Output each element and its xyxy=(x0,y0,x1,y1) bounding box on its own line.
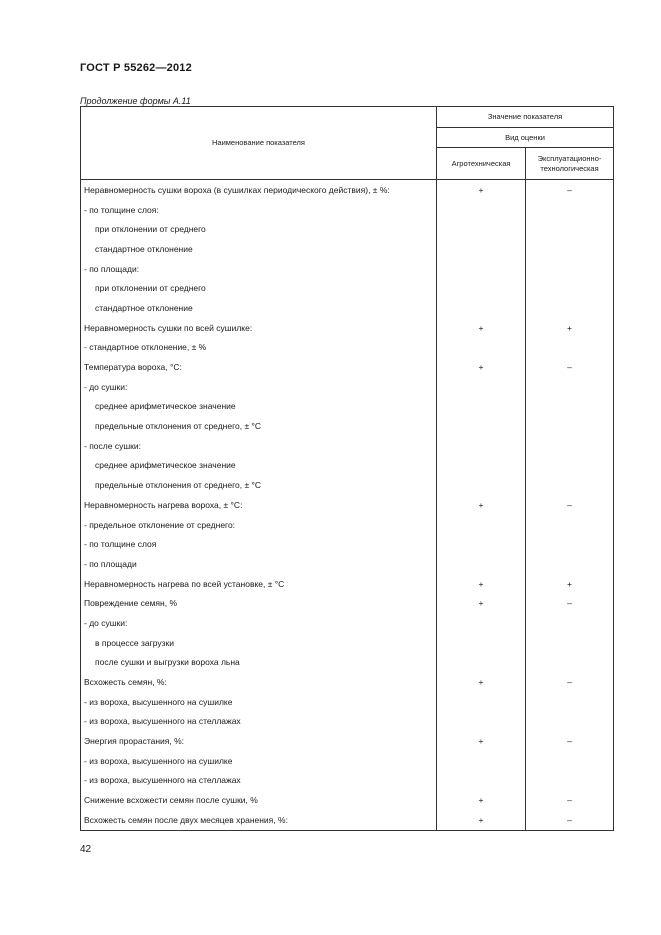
operational-mark: + xyxy=(526,574,614,594)
page-number: 42 xyxy=(80,844,92,855)
operational-mark: – xyxy=(526,810,614,830)
operational-mark xyxy=(526,633,614,653)
indicator-name: Температура вороха, °С: xyxy=(81,357,437,377)
table-row xyxy=(81,633,614,653)
agrotechnical-mark xyxy=(437,416,526,436)
table-row xyxy=(81,239,614,259)
operational-mark xyxy=(526,200,614,220)
table-row xyxy=(81,200,614,220)
table-row xyxy=(81,790,614,810)
operational-mark xyxy=(526,377,614,397)
operational-mark xyxy=(526,692,614,712)
agrotechnical-mark: + xyxy=(437,574,526,594)
indicator-name: - по площади xyxy=(81,554,437,574)
indicator-name: - из вороха, высушенного на стеллажах xyxy=(81,712,437,732)
operational-mark xyxy=(526,259,614,279)
operational-mark xyxy=(526,613,614,633)
operational-mark xyxy=(526,515,614,535)
operational-mark: – xyxy=(526,357,614,377)
agrotechnical-mark xyxy=(437,397,526,417)
table-row xyxy=(81,397,614,417)
indicator-name: при отклонении от среднего xyxy=(81,278,437,298)
table-row xyxy=(81,653,614,673)
agrotechnical-mark xyxy=(437,633,526,653)
operational-mark xyxy=(526,239,614,259)
operational-mark xyxy=(526,554,614,574)
operational-mark xyxy=(526,653,614,673)
agrotechnical-mark xyxy=(437,219,526,239)
indicator-name: - стандартное отклонение, ± % xyxy=(81,338,437,358)
operational-mark xyxy=(526,771,614,791)
indicator-name: Неравномерность нагрева по всей установке, ± °С xyxy=(81,574,437,594)
agrotechnical-mark: + xyxy=(437,495,526,515)
indicator-name: Всхожесть семян, %: xyxy=(81,672,437,692)
agrotechnical-mark xyxy=(437,771,526,791)
indicator-name: - предельное отклонение от среднего: xyxy=(81,515,437,535)
table-row xyxy=(81,712,614,732)
agrotechnical-mark xyxy=(437,298,526,318)
table-row xyxy=(81,416,614,436)
indicator-name: Повреждение семян, % xyxy=(81,593,437,613)
indicator-name: в процессе загрузки xyxy=(81,633,437,653)
indicator-name: - по толщине слоя xyxy=(81,534,437,554)
agrotechnical-mark xyxy=(437,692,526,712)
indicator-name: - из вороха, высушенного на стеллажах xyxy=(81,771,437,791)
indicator-name: - из вороха, высушенного на сушилке xyxy=(81,692,437,712)
indicator-name: при отклонении от среднего xyxy=(81,219,437,239)
operational-mark: – xyxy=(526,495,614,515)
operational-mark xyxy=(526,397,614,417)
agrotechnical-mark xyxy=(437,653,526,673)
table-row xyxy=(81,771,614,791)
indicator-name: - до сушки: xyxy=(81,613,437,633)
operational-mark xyxy=(526,416,614,436)
agrotechnical-mark xyxy=(437,712,526,732)
table-row xyxy=(81,731,614,751)
table-row xyxy=(81,298,614,318)
table-row xyxy=(81,613,614,633)
agrotechnical-mark: + xyxy=(437,318,526,338)
indicator-name: Всхожесть семян после двух месяцев хранения, %: xyxy=(81,810,437,830)
table-row xyxy=(81,436,614,456)
table-row xyxy=(81,515,614,535)
table-row xyxy=(81,554,614,574)
operational-mark: + xyxy=(526,318,614,338)
table-row xyxy=(81,338,614,358)
agrotechnical-mark xyxy=(437,377,526,397)
table-row xyxy=(81,377,614,397)
operational-mark: – xyxy=(526,180,614,200)
agrotechnical-mark xyxy=(437,436,526,456)
indicator-name: Неравномерность сушки вороха (в сушилках периодического действия), ± %: xyxy=(81,180,437,200)
operational-mark xyxy=(526,712,614,732)
indicator-name: Энергия прорастания, %: xyxy=(81,731,437,751)
table-row xyxy=(81,495,614,515)
indicator-name: - после сушки: xyxy=(81,436,437,456)
indicator-name: - до сушки: xyxy=(81,377,437,397)
table-row xyxy=(81,318,614,338)
agrotechnical-mark xyxy=(437,200,526,220)
indicator-name: Снижение всхожести семян после сушки, % xyxy=(81,790,437,810)
operational-mark xyxy=(526,278,614,298)
indicator-name: Неравномерность нагрева вороха, ± °С: xyxy=(81,495,437,515)
table-row xyxy=(81,574,614,594)
agrotechnical-mark xyxy=(437,475,526,495)
indicator-name: стандартное отклонение xyxy=(81,239,437,259)
agrotechnical-mark xyxy=(437,554,526,574)
table-row xyxy=(81,278,614,298)
indicators-table xyxy=(80,106,614,831)
indicator-name: среднее арифметическое значение xyxy=(81,397,437,417)
agrotechnical-mark xyxy=(437,259,526,279)
agrotechnical-mark xyxy=(437,338,526,358)
indicator-name: - по толщине слоя: xyxy=(81,200,437,220)
agrotechnical-mark: + xyxy=(437,357,526,377)
agrotechnical-mark: + xyxy=(437,180,526,200)
table-row xyxy=(81,475,614,495)
agrotechnical-mark: + xyxy=(437,593,526,613)
indicator-name: после сушки и выгрузки вороха льна xyxy=(81,653,437,673)
operational-mark: – xyxy=(526,593,614,613)
table-row xyxy=(81,751,614,771)
table-row xyxy=(81,672,614,692)
agrotechnical-mark xyxy=(437,278,526,298)
table-caption: Продолжение формы А.11 xyxy=(80,96,191,106)
table-row xyxy=(81,534,614,554)
table-row xyxy=(81,692,614,712)
agrotechnical-mark xyxy=(437,613,526,633)
table-row xyxy=(81,810,614,830)
agrotechnical-mark: + xyxy=(437,810,526,830)
agrotechnical-mark xyxy=(437,751,526,771)
table-row xyxy=(81,593,614,613)
operational-mark xyxy=(526,534,614,554)
table-row xyxy=(81,180,614,200)
indicator-name: - из вороха, высушенного на сушилке xyxy=(81,751,437,771)
agrotechnical-mark: + xyxy=(437,731,526,751)
table-row xyxy=(81,259,614,279)
operational-mark xyxy=(526,338,614,358)
header-indicator-value: Значение показателя xyxy=(437,107,614,128)
table-row xyxy=(81,219,614,239)
indicator-name: Неравномерность сушки по всей сушилке: xyxy=(81,318,437,338)
table-row xyxy=(81,357,614,377)
operational-mark xyxy=(526,219,614,239)
agrotechnical-mark xyxy=(437,515,526,535)
header-indicator-name: Наименование показателя xyxy=(81,107,437,180)
operational-mark xyxy=(526,298,614,318)
table-row xyxy=(81,456,614,476)
header-operational: Эксплуатационно-технологическая xyxy=(526,148,614,180)
header-evaluation-type: Вид оценки xyxy=(437,128,614,148)
operational-mark xyxy=(526,475,614,495)
agrotechnical-mark xyxy=(437,534,526,554)
agrotechnical-mark xyxy=(437,456,526,476)
indicator-name: стандартное отклонение xyxy=(81,298,437,318)
agrotechnical-mark xyxy=(437,239,526,259)
indicator-name: среднее арифметическое значение xyxy=(81,456,437,476)
operational-mark: – xyxy=(526,672,614,692)
indicator-name: предельные отклонения от среднего, ± °С xyxy=(81,416,437,436)
operational-mark xyxy=(526,751,614,771)
indicator-name: предельные отклонения от среднего, ± °С xyxy=(81,475,437,495)
operational-mark: – xyxy=(526,731,614,751)
operational-mark: – xyxy=(526,790,614,810)
standard-number: ГОСТ Р 55262—2012 xyxy=(80,62,192,74)
operational-mark xyxy=(526,456,614,476)
header-agrotechnical: Агротехническая xyxy=(437,148,526,180)
indicator-name: - по площади: xyxy=(81,259,437,279)
operational-mark xyxy=(526,436,614,456)
agrotechnical-mark: + xyxy=(437,790,526,810)
agrotechnical-mark: + xyxy=(437,672,526,692)
